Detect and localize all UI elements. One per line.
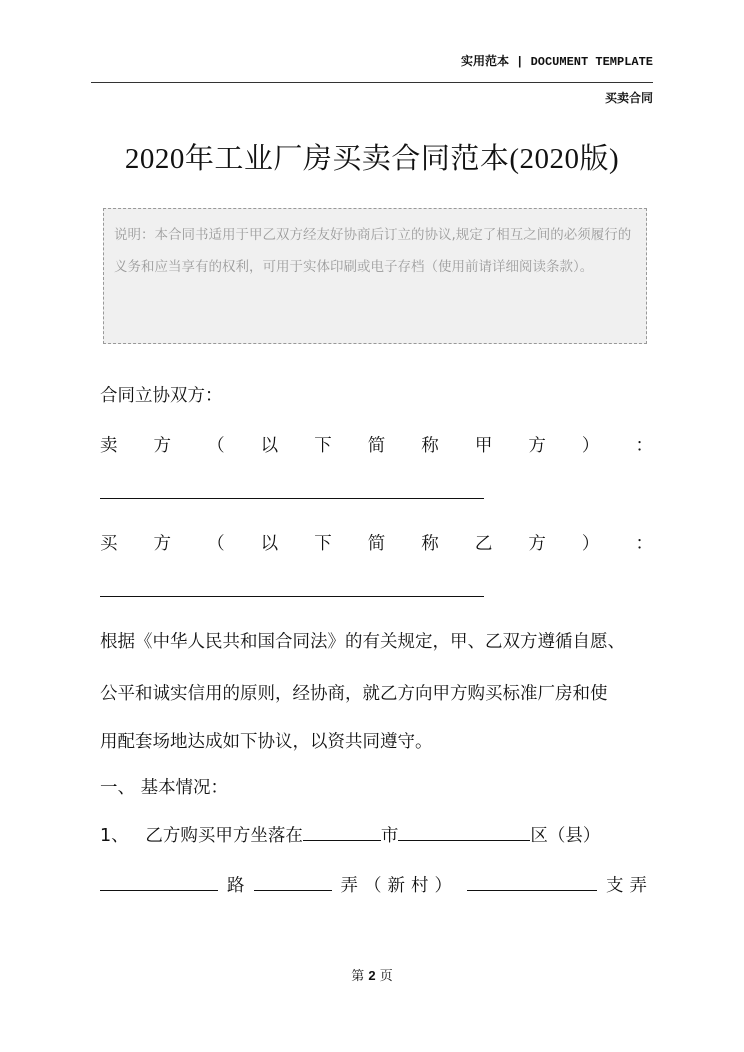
buyer-char: 以 [260, 534, 279, 554]
buyer-char: 下 [314, 534, 332, 554]
seller-line [100, 432, 653, 457]
road-blank [100, 872, 218, 891]
page-number: 2 [368, 968, 376, 983]
header-category: 买卖合同 [604, 91, 653, 105]
footer-prefix: 第 [351, 969, 365, 984]
buyer-char: 方 [528, 534, 546, 554]
buyer-char: 乙 [474, 534, 493, 554]
seller-char: 以 [260, 436, 279, 456]
seller-char: 下 [314, 436, 332, 456]
item-text: 乙方购买甲方坐落在 [145, 826, 303, 846]
seller-char: 卖 [100, 436, 118, 456]
header-divider [91, 82, 653, 83]
description-note-box [103, 208, 647, 344]
city-blank [303, 822, 381, 841]
item-line-2 [100, 872, 653, 897]
seller-char: ） [581, 436, 600, 456]
item-text: 弄（新村） [340, 876, 458, 896]
district-blank [398, 822, 530, 841]
paragraph-line: 公平和诚实信用的原则，经协商，就乙方向甲方购买标准厂房和使 [100, 684, 608, 704]
seller-char: 方 [528, 436, 546, 456]
seller-blank-line [100, 498, 484, 499]
buyer-char: ： [635, 534, 653, 554]
description-note-text: 说明：本合同书适用于甲乙双方经友好协商后订立的协议,规定了相互之间的必须履行的义务和应当享有的权利，可用于实体印刷或电子存档（使用前请详细阅读条款）。 [114, 227, 632, 275]
buyer-char: 买 [100, 534, 118, 554]
section-heading: 一、 基本情况： [100, 778, 229, 798]
item-text: 区（县） [530, 826, 601, 846]
buyer-blank-line [100, 596, 484, 597]
paragraph-line: 根据《中华人民共和国合同法》的有关规定，甲、乙双方遵循自愿、 [100, 632, 625, 652]
seller-char: （ [207, 436, 225, 456]
buyer-char: 简 [367, 534, 386, 554]
seller-char: 简 [367, 436, 386, 456]
seller-char: ： [635, 436, 653, 456]
page-footer [0, 965, 744, 984]
item-line-1 [100, 822, 653, 847]
item-number: 1、 [100, 826, 129, 846]
seller-char: 称 [421, 436, 439, 456]
buyer-char: ） [581, 534, 600, 554]
paragraph-line: 用配套场地达成如下协议，以资共同遵守。 [100, 732, 433, 752]
sublane-blank [467, 872, 597, 891]
lane-blank [254, 872, 332, 891]
footer-suffix: 页 [379, 969, 393, 984]
header-brand: 实用范本 | DOCUMENT TEMPLATE [460, 55, 653, 69]
item-text: 路 [227, 876, 245, 896]
seller-char: 方 [153, 436, 172, 456]
item-text: 市 [380, 826, 399, 846]
parties-heading: 合同立协双方： [100, 386, 223, 406]
buyer-line [100, 530, 653, 555]
buyer-char: 方 [153, 534, 172, 554]
seller-char: 甲 [474, 436, 493, 456]
buyer-char: 称 [421, 534, 439, 554]
buyer-char: （ [207, 534, 225, 554]
document-title: 2020年工业厂房买卖合同范本(2020版) [124, 143, 620, 175]
item-text: 支弄 [606, 876, 653, 896]
